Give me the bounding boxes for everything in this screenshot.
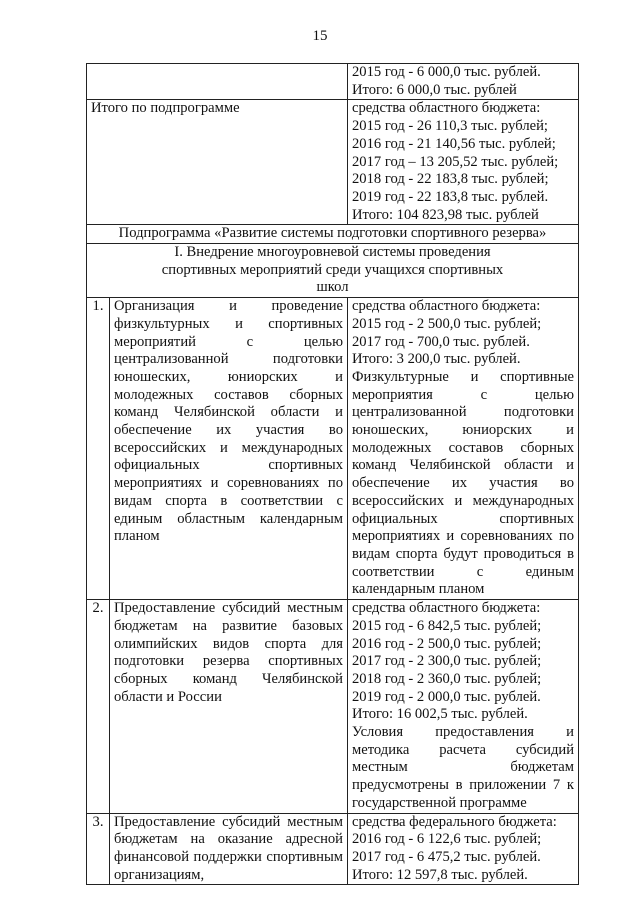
funding-cell: [348, 64, 579, 100]
funding-cell: [348, 813, 579, 885]
funding-total: Итого: 16 002,5 тыс. рублей.: [352, 706, 528, 723]
table-row: [87, 600, 579, 813]
funding-line: средства областного бюджета:: [352, 100, 541, 117]
program-table: [86, 63, 579, 885]
table-row: [87, 298, 579, 600]
table-row: [87, 100, 579, 225]
funding-line: 2015 год - 2 500,0 тыс. рублей;: [352, 315, 542, 332]
subprogram-header: Подпрограмма «Развитие системы подготовки спортивного резерва»: [87, 225, 579, 244]
funding-line: 2016 год - 2 500,0 тыс. рублей;: [352, 635, 542, 652]
row-number: 2.: [87, 600, 110, 813]
funding-line: 2017 год - 700,0 тыс. рублей.: [352, 333, 530, 350]
funding-line: 2017 год - 6 475,2 тыс. рублей.: [352, 848, 541, 865]
table-row: [87, 813, 579, 885]
funding-line: 2016 год - 21 140,56 тыс. рублей;: [352, 135, 556, 152]
measure-description: Организация и проведение физкультурных и спортивных мероприятий с целью централизованной подготовки юношеских, юниорских и молодежных составов сборных команд Челябинской области и обеспечение их участия во всероссийских и международных официальных спортивных мероприятиях и соревнованиях по видам спорта в соответствии с единым областным календарным планом: [110, 298, 348, 600]
measure-description: Предоставление субсидий местным бюджетам на оказание адресной финансовой поддержки спортивным организациям,: [110, 813, 348, 885]
funding-note: Физкультурные и спортивные мероприятия с целью централизованной подготовки юношеских, юниорских и молодежных составов сборных команд Челябинской области и обеспечение их участия во всероссийских и международных официальных спортивных мероприятиях и соревнованиях по видам спорта будут проводиться в соответствии с единым календарным планом: [352, 368, 574, 598]
funding-line: 2017 год – 13 205,52 тыс. рублей;: [352, 153, 559, 170]
funding-line: 2016 год - 6 122,6 тыс. рублей;: [352, 831, 542, 848]
funding-cell: [348, 600, 579, 813]
funding-line: 2017 год - 2 300,0 тыс. рублей;: [352, 653, 542, 670]
empty-cell: [87, 64, 348, 100]
funding-note: Условия предоставления и методика расчета субсидий местным бюджетам предусмотрены в приложении 7 к государственной программе: [352, 724, 574, 811]
funding-line: 2018 год - 2 360,0 тыс. рублей;: [352, 670, 542, 687]
funding-line: 2015 год - 6 000,0 тыс. рублей.: [352, 64, 541, 80]
funding-total: Итого: 6 000,0 тыс. рублей: [352, 81, 517, 98]
section-header: I. Внедрение многоуровневой системы проведения спортивных мероприятий среди учащихся спортивных школ: [87, 244, 579, 298]
row-number: 3.: [87, 813, 110, 885]
table-row: [87, 225, 579, 244]
funding-line: 2019 год - 22 183,8 тыс. рублей.: [352, 188, 549, 205]
funding-line: средства областного бюджета:: [352, 600, 541, 617]
funding-total: Итого: 104 823,98 тыс. рублей: [352, 206, 539, 223]
funding-total: Итого: 12 597,8 тыс. рублей.: [352, 866, 528, 883]
funding-line: 2015 год - 26 110,3 тыс. рублей;: [352, 118, 548, 135]
table-row: [87, 64, 579, 100]
funding-cell: [348, 100, 579, 225]
funding-line: средства областного бюджета:: [352, 298, 541, 315]
funding-line: 2015 год - 6 842,5 тыс. рублей;: [352, 617, 542, 634]
funding-cell: [348, 298, 579, 600]
table-row: [87, 244, 579, 298]
funding-total: Итого: 3 200,0 тыс. рублей.: [352, 351, 521, 368]
funding-line: 2018 год - 22 183,8 тыс. рублей;: [352, 171, 549, 188]
page-number: 15: [312, 28, 328, 44]
row-number: 1.: [87, 298, 110, 600]
measure-description: Предоставление субсидий местным бюджетам на развитие базовых олимпийских видов спорта для подготовки резерва спортивных сборных команд Челябинской области и России: [110, 600, 348, 813]
funding-line: 2019 год - 2 000,0 тыс. рублей.: [352, 688, 541, 705]
subprogram-total-label: Итого по подпрограмме: [87, 100, 348, 225]
funding-line: средства федерального бюджета:: [352, 813, 557, 830]
